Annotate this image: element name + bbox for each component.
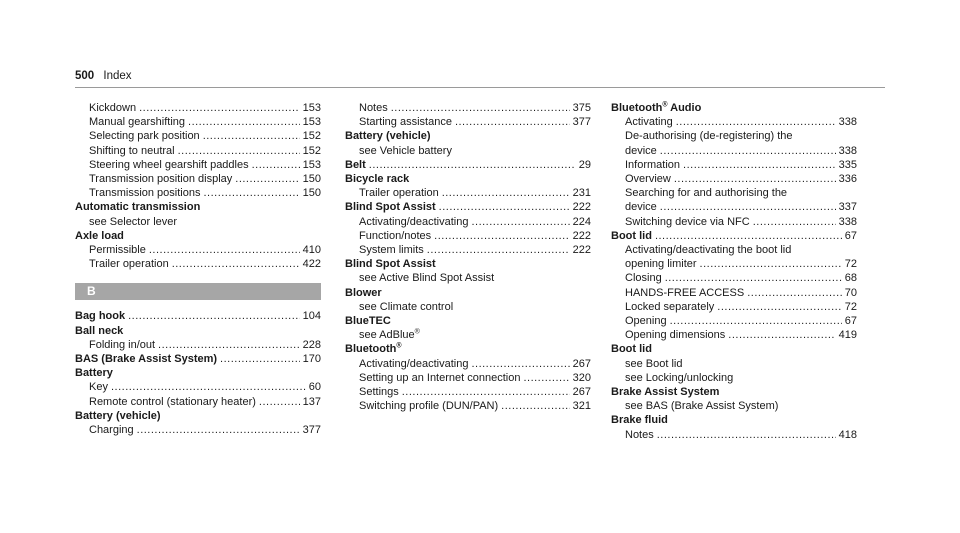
page-ref[interactable]: 222	[572, 244, 591, 257]
page-ref[interactable]: 336	[838, 173, 857, 186]
index-column-2	[345, 101, 591, 413]
page-ref[interactable]: 338	[838, 116, 857, 129]
index-entry[interactable]: Transmission positions ..... 150	[75, 186, 321, 200]
page-ref[interactable]: 137	[302, 395, 321, 408]
index-heading: Boot lid	[611, 343, 652, 356]
index-entry[interactable]: Opening dimensions ..... 419	[611, 328, 857, 342]
index-heading: BlueTEC	[345, 315, 391, 328]
index-entry[interactable]: Kickdown ..... 153	[75, 101, 321, 115]
index-entry[interactable]: Boot lid ..... 67	[611, 229, 857, 243]
index-entry[interactable]: Trailer operation ..... 231	[345, 186, 591, 200]
index-entry[interactable]: Bag hook ..... 104	[75, 309, 321, 323]
index-heading: Blower	[345, 286, 382, 299]
index-entry[interactable]: Blind Spot Assist ..... 222	[345, 200, 591, 214]
entry-text-line: Activating/deactivating the boot lid	[625, 244, 792, 257]
index-entry[interactable]: HANDS-FREE ACCESS ..... 70	[611, 286, 857, 300]
section-title: Index	[103, 70, 132, 82]
index-entry[interactable]: Key ..... 60	[75, 380, 321, 394]
registered-mark: ®	[414, 328, 420, 336]
page-ref[interactable]: 153	[302, 116, 321, 129]
index-entry[interactable]: Overview ..... 336	[611, 172, 857, 186]
index-entry[interactable]: Notes ..... 375	[345, 101, 591, 115]
index-entry[interactable]: Folding in/out ..... 228	[75, 338, 321, 352]
see-reference[interactable]: see Climate control	[359, 300, 454, 313]
index-entry[interactable]: Shifting to neutral ..... 152	[75, 144, 321, 158]
index-entry[interactable]: Closing ..... 68	[611, 271, 857, 285]
page-ref[interactable]: 338	[838, 144, 857, 157]
index-entry[interactable]: opening limiter ..... 72	[611, 257, 857, 271]
index-entry[interactable]: Function/notes ..... 222	[345, 229, 591, 243]
index-entry[interactable]: Permissible ..... 410	[75, 243, 321, 257]
page-ref[interactable]: 320	[572, 371, 591, 384]
index-entry[interactable]: Activating/deactivating ..... 224	[345, 215, 591, 229]
index-entry[interactable]: Charging ..... 377	[75, 423, 321, 437]
index-entry[interactable]: Belt ..... 29	[345, 158, 591, 172]
see-reference[interactable]: see Locking/unlocking	[625, 371, 734, 384]
index-entry[interactable]: Switching profile (DUN/PAN) ..... 321	[345, 399, 591, 413]
page-ref[interactable]: 375	[572, 102, 591, 114]
page-ref[interactable]: 410	[302, 244, 321, 257]
page-ref[interactable]: 321	[572, 400, 591, 413]
page-ref[interactable]: 60	[308, 381, 321, 394]
page-ref[interactable]: 222	[572, 201, 591, 214]
index-heading: Bluetooth® Audio	[611, 101, 702, 114]
see-reference[interactable]: see Vehicle battery	[359, 144, 452, 157]
page-ref[interactable]: 337	[838, 201, 857, 214]
page-ref[interactable]: 267	[572, 386, 591, 399]
index-heading: Battery (vehicle)	[345, 130, 431, 143]
page-ref[interactable]: 150	[302, 173, 321, 186]
page-ref[interactable]: 418	[838, 428, 857, 441]
see-reference[interactable]: see Active Blind Spot Assist	[359, 272, 495, 285]
index-entry[interactable]: Opening ..... 67	[611, 314, 857, 328]
page-ref[interactable]: 152	[302, 130, 321, 143]
index-entry[interactable]: BAS (Brake Assist System) ..... 170	[75, 352, 321, 366]
page-ref[interactable]: 150	[302, 187, 321, 200]
page-ref[interactable]: 70	[844, 286, 857, 299]
index-entry[interactable]: Starting assistance ..... 377	[345, 115, 591, 129]
index-entry[interactable]: Remote control (stationary heater) ..... 137	[75, 395, 321, 409]
page-ref[interactable]: 422	[302, 258, 321, 271]
index-entry[interactable]: Activating/deactivating ..... 267	[345, 357, 591, 371]
index-entry[interactable]: System limits ..... 222	[345, 243, 591, 257]
page-header	[75, 70, 132, 82]
index-entry[interactable]: Trailer operation ..... 422	[75, 257, 321, 271]
page-ref[interactable]: 377	[572, 116, 591, 129]
registered-mark: ®	[396, 342, 402, 350]
index-entry[interactable]: Switching device via NFC ..... 338	[611, 215, 857, 229]
index-entry[interactable]: Selecting park position ..... 152	[75, 129, 321, 143]
index-column-1	[75, 101, 321, 437]
page-ref[interactable]: 153	[302, 158, 321, 171]
page-ref[interactable]: 419	[838, 329, 857, 342]
page-ref[interactable]: 72	[844, 258, 857, 271]
page-ref[interactable]: 72	[844, 300, 857, 313]
index-entry[interactable]: Locked separately ..... 72	[611, 300, 857, 314]
entry-text-line: Searching for and authorising the	[625, 187, 788, 200]
index-heading: Bluetooth®	[345, 342, 402, 356]
page-ref[interactable]: 267	[572, 357, 591, 370]
index-entry[interactable]: Manual gearshifting ..... 153	[75, 115, 321, 129]
index-entry[interactable]: Information ..... 335	[611, 158, 857, 172]
page-ref[interactable]: 377	[302, 424, 321, 437]
page-ref[interactable]: 68	[844, 272, 857, 285]
page-ref[interactable]: 67	[844, 315, 857, 328]
page-ref[interactable]: 153	[302, 102, 321, 114]
see-reference[interactable]: see BAS (Brake Assist System)	[625, 400, 779, 413]
letter-section-bar: B	[75, 283, 321, 300]
page-ref[interactable]: 228	[302, 338, 321, 351]
index-entry[interactable]: Transmission position display ..... 150	[75, 172, 321, 186]
see-reference[interactable]: see Selector lever	[89, 215, 178, 228]
entry-text-line: De-authorising (de-registering) the	[625, 130, 793, 143]
page-ref[interactable]: 222	[572, 229, 591, 242]
index-entry[interactable]: Steering wheel gearshift paddles ..... 153	[75, 158, 321, 172]
index-heading: Battery	[75, 367, 113, 380]
see-reference[interactable]: see AdBlue®	[359, 328, 420, 342]
see-reference[interactable]: see Boot lid	[625, 357, 683, 370]
page-ref[interactable]: 29	[578, 158, 591, 171]
index-entry[interactable]: Notes ..... 418	[611, 428, 857, 442]
index-entry[interactable]: Setting up an Internet connection ..... 320	[345, 371, 591, 385]
page-ref[interactable]: 67	[844, 229, 857, 242]
index-heading: Ball neck	[75, 324, 124, 337]
page-ref[interactable]: 104	[302, 310, 321, 323]
index-entry[interactable]: device ..... 338	[611, 144, 857, 158]
index-heading: Automatic transmission	[75, 201, 201, 214]
page-ref[interactable]: 152	[302, 144, 321, 157]
page-ref[interactable]: 338	[838, 215, 857, 228]
index-heading: Brake Assist System	[611, 386, 720, 399]
page-ref[interactable]: 224	[572, 215, 591, 228]
index-column-3	[611, 101, 857, 442]
page-ref[interactable]: 170	[302, 353, 321, 366]
index-entry[interactable]: Settings ..... 267	[345, 385, 591, 399]
index-heading: Axle load	[75, 229, 124, 242]
index-entry[interactable]: Activating ..... 338	[611, 115, 857, 129]
header-rule	[75, 87, 885, 88]
index-heading: Bicycle rack	[345, 173, 410, 186]
index-heading: Blind Spot Assist	[345, 258, 436, 271]
index-entry[interactable]: device ..... 337	[611, 200, 857, 214]
index-heading: Battery (vehicle)	[75, 409, 161, 422]
page-ref[interactable]: 231	[572, 187, 591, 200]
page-number: 500	[75, 70, 95, 82]
page-ref[interactable]: 335	[838, 158, 857, 171]
index-heading: Brake fluid	[611, 414, 668, 427]
registered-mark: ®	[662, 101, 668, 109]
